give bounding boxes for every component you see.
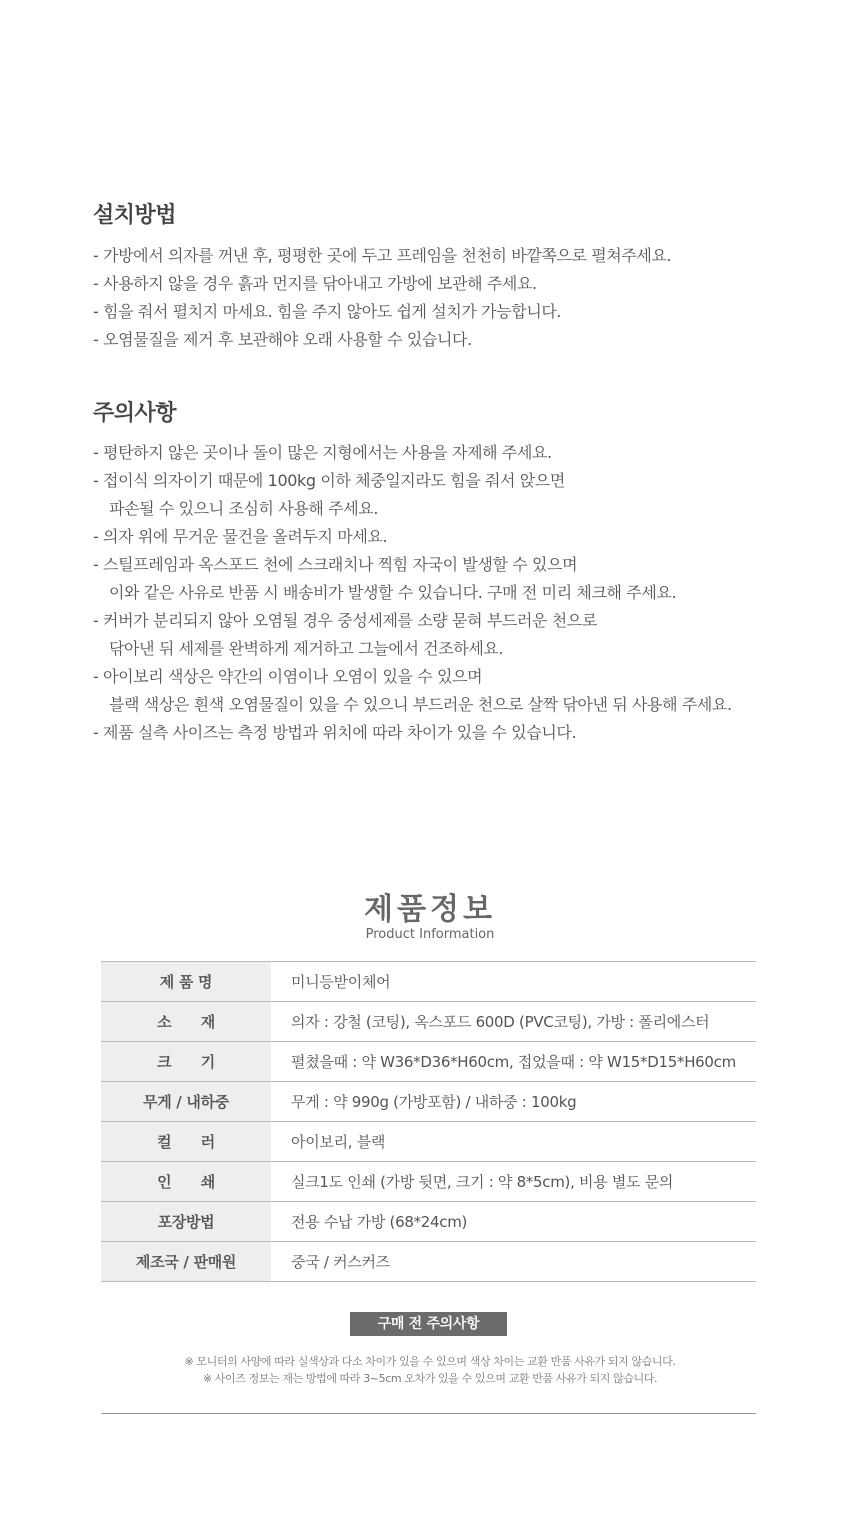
purchase-notice-text <box>0 1353 860 1387</box>
table-row <box>101 1162 756 1202</box>
install-list <box>93 242 793 354</box>
purchase-notice-badge: 구매 전 주의사항 <box>350 1312 507 1336</box>
spec-label: 무게 / 내하중 <box>101 1082 271 1122</box>
caution-item <box>93 719 793 747</box>
spec-label: 제조국 / 판매원 <box>101 1242 271 1282</box>
caution-item <box>93 467 793 523</box>
caution-item-text: - 의자 위에 무거운 물건을 올려두지 마세요. <box>93 527 388 546</box>
install-item: - 오염물질을 제거 후 보관해야 오래 사용할 수 있습니다. <box>93 330 472 349</box>
caution-item <box>93 439 793 467</box>
caution-item <box>93 607 793 663</box>
spec-value: 실크1도 인쇄 (가방 뒷면, 크기 : 약 8*5cm), 비용 별도 문의 <box>271 1162 756 1202</box>
table-row <box>101 1122 756 1162</box>
table-row <box>101 1042 756 1082</box>
table-row <box>101 1002 756 1042</box>
spec-value: 무게 : 약 990g (가방포함) / 내하중 : 100kg <box>271 1082 756 1122</box>
install-item: - 사용하지 않을 경우 흙과 먼지를 닦아내고 가방에 보관해 주세요. <box>93 274 537 293</box>
spec-label: 인 쇄 <box>101 1162 271 1202</box>
product-info-subheading: Product Information <box>365 927 495 942</box>
spec-label: 컬 러 <box>101 1122 271 1162</box>
caution-item-text: - 접이식 의자이기 때문에 100kg 이하 체중일지라도 힘을 줘서 앉으면 <box>93 471 565 490</box>
caution-item-text: - 아이보리 색상은 약간의 이염이나 오염이 있을 수 있으며 <box>93 667 483 686</box>
product-spec-table <box>101 961 756 1282</box>
spec-value: 펼쳤을때 : 약 W36*D36*H60cm, 접었을때 : 약 W15*D15*H60cm <box>271 1042 756 1082</box>
caution-item <box>93 523 793 551</box>
spec-value: 전용 수납 가방 (68*24cm) <box>271 1202 756 1242</box>
install-item: - 가방에서 의자를 꺼낸 후, 평평한 곳에 두고 프레임을 천천히 바깥쪽으로 펼쳐주세요. <box>93 246 672 265</box>
spec-value: 아이보리, 블랙 <box>271 1122 756 1162</box>
spec-label: 포장방법 <box>101 1202 271 1242</box>
table-row <box>101 962 756 1002</box>
product-info-heading: 제품정보 <box>364 892 496 927</box>
caution-list <box>93 439 793 747</box>
spec-value: 의자 : 강철 (코팅), 옥스포드 600D (PVC코팅), 가방 : 폴리에스터 <box>271 1002 756 1042</box>
caution-item-text: - 제품 실측 사이즈는 측정 방법과 위치에 따라 차이가 있을 수 있습니다. <box>93 723 577 742</box>
caution-item <box>93 551 793 607</box>
spec-label: 소 재 <box>101 1002 271 1042</box>
caution-item <box>93 663 793 719</box>
spec-value: 미니등받이체어 <box>271 962 756 1002</box>
notice-line: ※ 사이즈 정보는 재는 방법에 따라 3~5cm 오차가 있을 수 있으며 교환 반품 사유가 되지 않습니다. <box>202 1372 658 1385</box>
install-section-title: 설치방법 <box>93 203 177 228</box>
spec-label: 크 기 <box>101 1042 271 1082</box>
spec-label: 제 품 명 <box>101 962 271 1002</box>
bottom-divider <box>101 1413 756 1414</box>
caution-item-text: - 커버가 분리되지 않아 오염될 경우 중성세제를 소량 묻혀 부드러운 천으로 <box>93 611 597 630</box>
caution-item-text: - 스틸프레임과 옥스포드 천에 스크래치나 찍힘 자국이 발생할 수 있으며 <box>93 555 578 574</box>
caution-item-continuation: 파손될 수 있으니 조심히 사용해 주세요. <box>109 499 379 518</box>
install-item: - 힘을 줘서 펼치지 마세요. 힘을 주지 않아도 쉽게 설치가 가능합니다. <box>93 302 562 321</box>
table-row <box>101 1082 756 1122</box>
caution-item-continuation: 블랙 색상은 흰색 오염물질이 있을 수 있으니 부드러운 천으로 살짝 닦아낸 뒤 사용해 주세요. <box>109 695 732 714</box>
notice-line: ※ 모니터의 사양에 따라 실색상과 다소 차이가 있을 수 있으며 색상 차이는 교환 반품 사유가 되지 않습니다. <box>184 1355 676 1368</box>
caution-section-title: 주의사항 <box>93 401 177 426</box>
caution-item-continuation: 닦아낸 뒤 세제를 완벽하게 제거하고 그늘에서 건조하세요. <box>109 639 504 658</box>
spec-value: 중국 / 커스커즈 <box>271 1242 756 1282</box>
table-row <box>101 1202 756 1242</box>
table-row <box>101 1242 756 1282</box>
caution-item-text: - 평탄하지 않은 곳이나 돌이 많은 지형에서는 사용을 자제해 주세요. <box>93 443 552 462</box>
caution-item-continuation: 이와 같은 사유로 반품 시 배송비가 발생할 수 있습니다. 구매 전 미리 체크해 주세요. <box>109 583 677 602</box>
